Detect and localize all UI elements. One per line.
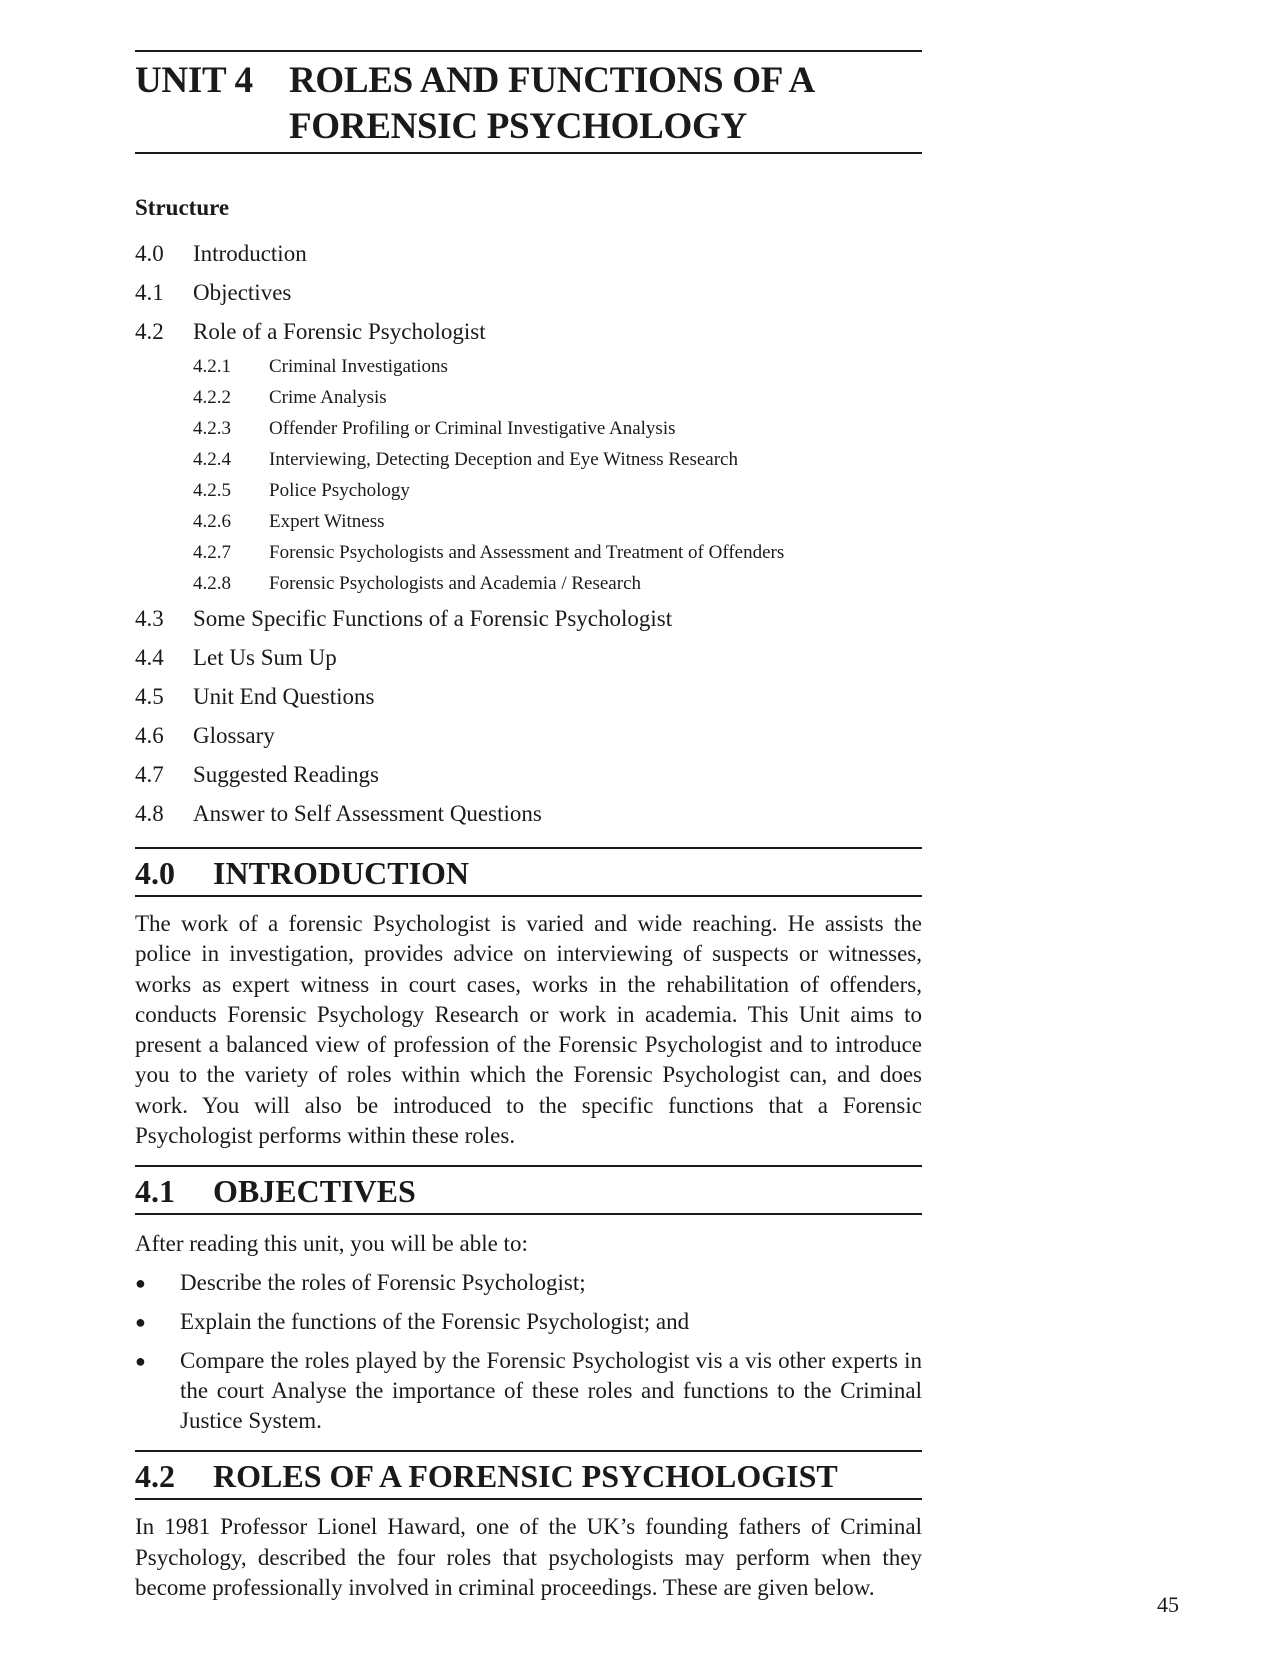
section-number: 4.2: [135, 1458, 175, 1495]
unit-name: [289, 58, 922, 150]
list-item: [135, 1307, 922, 1337]
toc-subitem-number: 4.2.6: [193, 510, 231, 532]
toc-item-label: Introduction: [193, 240, 307, 266]
toc-item: [135, 716, 922, 755]
toc-subitem-label: Forensic Psychologists and Assessment and Treatment of Offenders: [269, 541, 785, 563]
section-roles: [135, 1450, 922, 1603]
toc-subitem: [135, 475, 922, 506]
toc-item-label: Let Us Sum Up: [193, 644, 337, 670]
list-item: [135, 1346, 922, 1436]
toc-subitem: [135, 382, 922, 413]
toc-subitem-label: Interviewing, Detecting Deception and Eye Witness Research: [269, 448, 738, 470]
table-of-contents: [135, 234, 922, 833]
toc-item-number: 4.0: [135, 240, 164, 266]
toc-item-number: 4.5: [135, 683, 164, 709]
section-bottom-rule: [135, 1498, 922, 1500]
title-bottom-rule: [135, 152, 922, 154]
bullet-icon: ●: [135, 1351, 146, 1372]
section-heading: [135, 1452, 922, 1498]
section-heading: [135, 849, 922, 895]
list-item-text: Describe the roles of Forensic Psychologist;: [180, 1270, 586, 1296]
bullet-icon: ●: [135, 1312, 146, 1333]
section-title: ROLES OF A FORENSIC PSYCHOLOGIST: [213, 1458, 838, 1495]
toc-item-number: 4.7: [135, 761, 164, 787]
toc-subitem: [135, 413, 922, 444]
toc-item-label: Some Specific Functions of a Forensic Psychologist: [193, 605, 673, 631]
toc-subitem-label: Forensic Psychologists and Academia / Research: [269, 572, 642, 594]
toc-item-number: 4.3: [135, 605, 164, 631]
section-title: OBJECTIVES: [213, 1173, 416, 1210]
toc-subitem-number: 4.2.4: [193, 448, 231, 470]
section-bottom-rule: [135, 895, 922, 897]
toc-subitem-number: 4.2.8: [193, 572, 231, 594]
unit-title: [135, 52, 922, 152]
toc-subitem: [135, 537, 922, 568]
section-bottom-rule: [135, 1213, 922, 1215]
list-item-text: Compare the roles played by the Forensic Psychologist vis a vis other experts in the court Analyse the importance of these roles and functions to the Criminal Justice System.: [180, 1348, 922, 1434]
toc-item-label: Suggested Readings: [193, 761, 379, 787]
structure-heading: Structure: [135, 195, 230, 220]
toc-item: [135, 638, 922, 677]
page-number: 45: [1157, 1592, 1179, 1617]
toc-item: [135, 312, 922, 351]
toc-item-number: 4.4: [135, 644, 164, 670]
section-objectives: [135, 1165, 922, 1436]
bullet-icon: ●: [135, 1273, 146, 1294]
toc-item-number: 4.1: [135, 279, 164, 305]
toc-subitem-label: Police Psychology: [269, 479, 410, 501]
list-item-text: Explain the functions of the Forensic Psychologist; and: [180, 1309, 690, 1335]
toc-item: [135, 755, 922, 794]
toc-subitem-number: 4.2.7: [193, 541, 231, 563]
list-item: [135, 1268, 922, 1298]
objectives-list: [135, 1268, 922, 1436]
toc-subitem: [135, 444, 922, 475]
toc-subitem-label: Expert Witness: [269, 510, 385, 532]
toc-subitem-number: 4.2.5: [193, 479, 231, 501]
toc-item-label: Objectives: [193, 279, 292, 305]
toc-item: [135, 599, 922, 638]
toc-item: [135, 794, 922, 833]
toc-subitem-label: Crime Analysis: [269, 386, 387, 408]
section-number: 4.0: [135, 855, 175, 891]
unit-label: UNIT 4: [135, 60, 253, 101]
toc-item: [135, 677, 922, 716]
toc-item-number: 4.2: [135, 318, 164, 344]
toc-item-number: 4.8: [135, 800, 164, 826]
toc-item-label: Answer to Self Assessment Questions: [193, 800, 542, 826]
toc-item-label: Unit End Questions: [193, 683, 375, 709]
section-heading: [135, 1167, 922, 1213]
section-introduction: [135, 847, 922, 1151]
toc-item: [135, 234, 922, 273]
section-title: INTRODUCTION: [213, 855, 470, 891]
toc-subitem-label: Criminal Investigations: [269, 355, 448, 377]
toc-item-number: 4.6: [135, 722, 164, 748]
section-number: 4.1: [135, 1173, 175, 1210]
toc-subitem-number: 4.2.3: [193, 417, 231, 439]
toc-subitem: [135, 568, 922, 599]
toc-subitem-number: 4.2.1: [193, 355, 231, 377]
toc-subitem: [135, 506, 922, 537]
unit-title-line-2: FORENSIC PSYCHOLOGY: [289, 106, 747, 147]
toc-subitem: [135, 351, 922, 382]
unit-title-line-1: ROLES AND FUNCTIONS OF A: [289, 60, 815, 101]
toc-subitem-label: Offender Profiling or Criminal Investigative Analysis: [269, 417, 676, 439]
roles-paragraph: In 1981 Professor Lionel Haward, one of the UK’s founding fathers of Criminal Psychology, described the four roles that psychologists may perform when they become professionally involved in criminal proceedings. These are given below.: [135, 1514, 922, 1600]
toc-subitem-number: 4.2.2: [193, 386, 231, 408]
objectives-intro: After reading this unit, you will be able to:: [135, 1231, 528, 1257]
toc-item-label: Glossary: [193, 722, 275, 748]
toc-item: [135, 273, 922, 312]
document-page: [135, 50, 922, 1603]
toc-item-label: Role of a Forensic Psychologist: [193, 318, 486, 344]
introduction-paragraph: The work of a forensic Psychologist is varied and wide reaching. He assists the police in investigation, provides advice on interviewing of suspects or witnesses, works as expert witness in court cases, works in the rehabilitation of offenders, conducts Forensic Psychology Research or work in academia. This Unit aims to present a balanced view of profession of the Forensic Psychologist and to introduce you to the variety of roles within which the Forensic Psychologist can, and does work. You will also be introduced to the specific functions that a Forensic Psychologist performs within these roles.: [135, 911, 922, 1149]
